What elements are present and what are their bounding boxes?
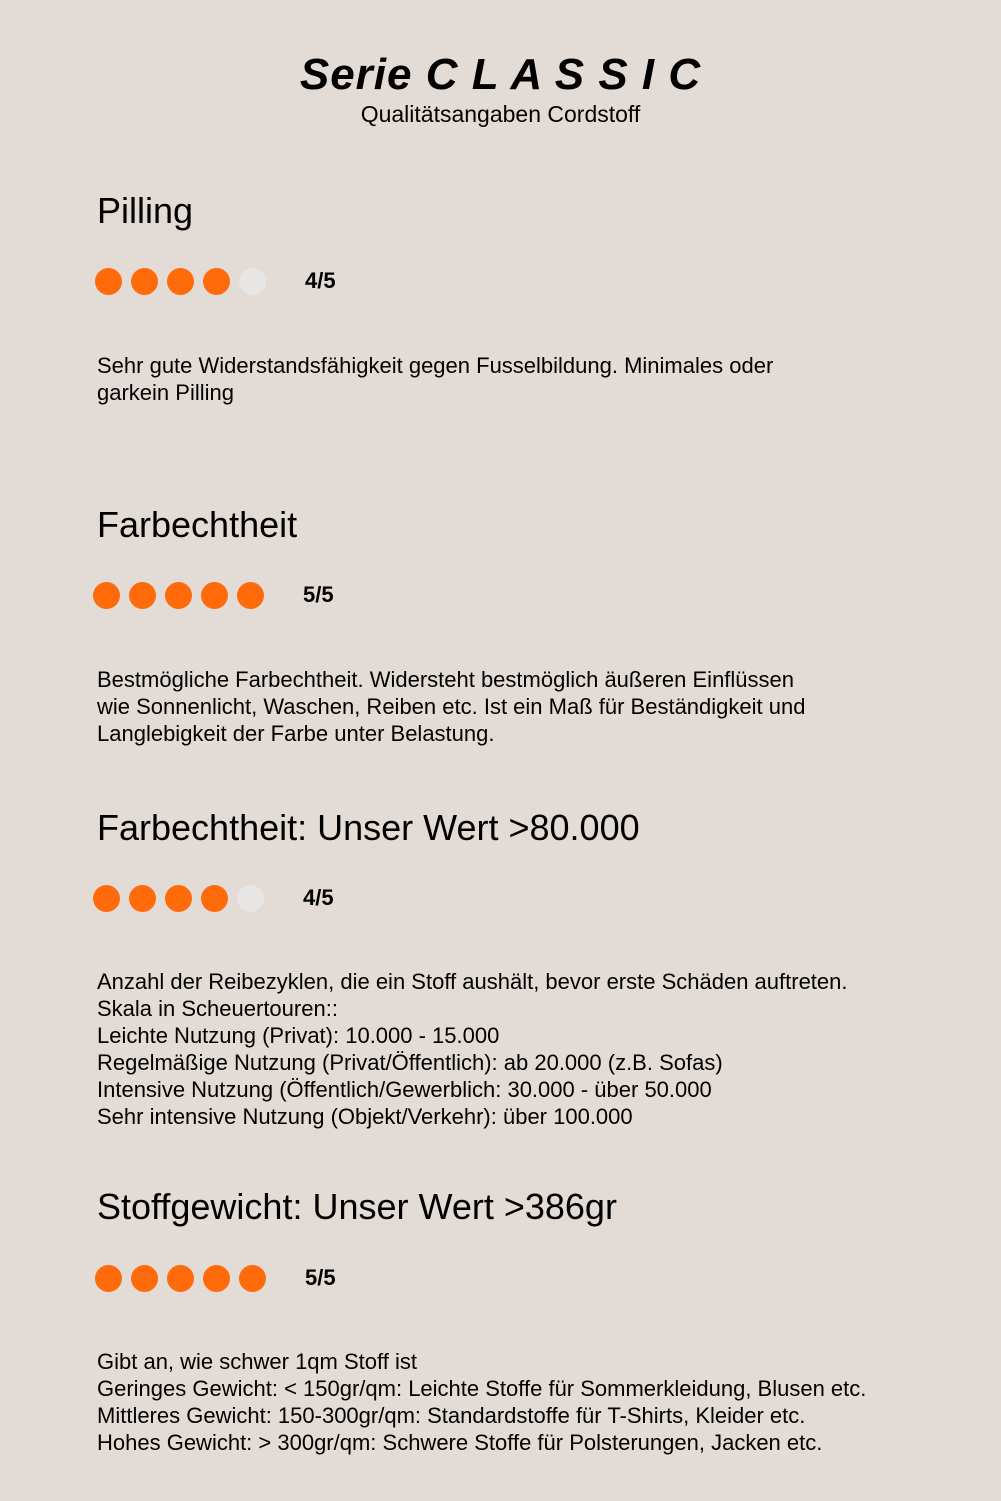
- rating-score: 4/5: [305, 268, 336, 293]
- rating-dot-filled: [93, 885, 120, 912]
- description-line: Anzahl der Reibezyklen, die ein Stoff aushält, bevor erste Schäden auftreten.: [97, 969, 848, 994]
- rating-dot-filled: [239, 1265, 266, 1292]
- page-title: Serie C L A S S I C: [299, 50, 702, 99]
- rating-score: 5/5: [305, 1265, 336, 1290]
- section-description-stoffgewicht: [97, 1348, 866, 1456]
- description-line: Langlebigkeit der Farbe unter Belastung.: [97, 721, 495, 746]
- section-heading-pilling: Pilling: [97, 190, 194, 231]
- page-subtitle: Qualitätsangaben Cordstoff: [360, 101, 641, 127]
- rating-dot-filled: [201, 885, 228, 912]
- rating-dot-filled: [131, 1265, 158, 1292]
- rating-dot-filled: [129, 582, 156, 609]
- rating-scheuertouren: [93, 883, 334, 913]
- rating-dot-filled: [95, 1265, 122, 1292]
- description-line: Mittleres Gewicht: 150-300gr/qm: Standardstoffe für T-Shirts, Kleider etc.: [97, 1403, 806, 1428]
- description-line: Gibt an, wie schwer 1qm Stoff ist: [97, 1349, 417, 1374]
- section-description-scheuertouren: [97, 968, 848, 1130]
- rating-dot-filled: [165, 885, 192, 912]
- rating-dot-filled: [237, 582, 264, 609]
- description-line: Intensive Nutzung (Öffentlich/Gewerblich: 30.000 - über 50.000: [97, 1077, 712, 1102]
- description-line: Hohes Gewicht: > 300gr/qm: Schwere Stoffe für Polsterungen, Jacken etc.: [97, 1430, 823, 1455]
- description-line: Bestmögliche Farbechtheit. Widersteht bestmöglich äußeren Einflüssen: [97, 667, 795, 692]
- description-line: Sehr intensive Nutzung (Objekt/Verkehr): über 100.000: [97, 1104, 633, 1129]
- rating-dot-filled: [93, 582, 120, 609]
- rating-dot-filled: [167, 1265, 194, 1292]
- description-line: Skala in Scheuertouren::: [97, 996, 338, 1021]
- rating-dot-filled: [131, 268, 158, 295]
- section-heading-scheuertouren: Farbechtheit: Unser Wert >80.000: [97, 807, 640, 848]
- description-line: Geringes Gewicht: < 150gr/qm: Leichte Stoffe für Sommerkleidung, Blusen etc.: [97, 1376, 867, 1401]
- rating-dot-filled: [129, 885, 156, 912]
- rating-farbechtheit: [93, 580, 334, 610]
- rating-dot-filled: [167, 268, 194, 295]
- rating-dot-filled: [165, 582, 192, 609]
- rating-dot-filled: [203, 268, 230, 295]
- description-line: Regelmäßige Nutzung (Privat/Öffentlich): ab 20.000 (z.B. Sofas): [97, 1050, 723, 1075]
- rating-pilling: [95, 266, 336, 296]
- rating-score: 5/5: [303, 582, 334, 607]
- description-line: Leichte Nutzung (Privat): 10.000 - 15.000: [97, 1023, 500, 1048]
- rating-dot-filled: [203, 1265, 230, 1292]
- section-heading-farbechtheit: Farbechtheit: [97, 504, 298, 545]
- description-line: garkein Pilling: [97, 380, 234, 405]
- rating-dot-filled: [95, 268, 122, 295]
- description-line: Sehr gute Widerstandsfähigkeit gegen Fusselbildung. Minimales oder: [97, 353, 774, 378]
- rating-stoffgewicht: [95, 1263, 336, 1293]
- rating-dot-filled: [201, 582, 228, 609]
- rating-score: 4/5: [303, 885, 334, 910]
- section-description-pilling: [97, 352, 773, 406]
- rating-dot-empty: [237, 885, 264, 912]
- description-line: wie Sonnenlicht, Waschen, Reiben etc. Ist ein Maß für Beständigkeit und: [97, 694, 806, 719]
- section-heading-stoffgewicht: Stoffgewicht: Unser Wert >386gr: [97, 1186, 617, 1227]
- rating-dot-empty: [239, 268, 266, 295]
- section-description-farbechtheit: [97, 666, 805, 747]
